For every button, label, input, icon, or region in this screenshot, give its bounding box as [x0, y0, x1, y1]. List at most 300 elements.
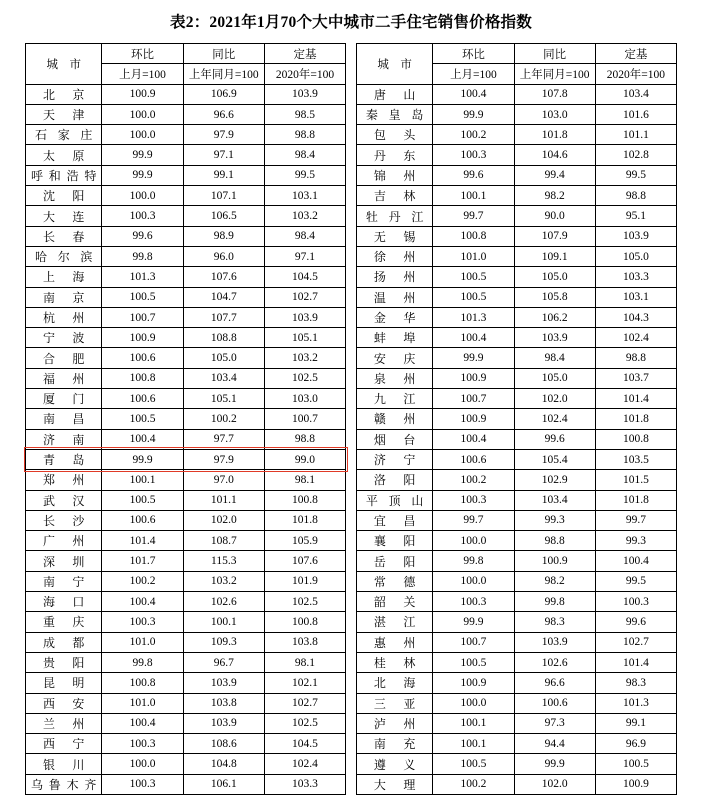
- city-name-cell: 乌 鲁 木 齐: [26, 774, 102, 794]
- table-row: [356, 206, 676, 226]
- city-name-cell: 丹 东: [356, 145, 432, 165]
- city-name-cell: 襄 阳: [356, 531, 432, 551]
- value-yoy-cell: 103.0: [514, 104, 595, 124]
- value-base-cell: 98.1: [264, 470, 345, 490]
- table-row: [26, 571, 346, 591]
- value-mom-cell: 100.3: [102, 774, 183, 794]
- value-yoy-cell: 102.4: [514, 409, 595, 429]
- table-row: [26, 267, 346, 287]
- value-base-cell: 103.7: [595, 368, 676, 388]
- table-row: [356, 246, 676, 266]
- value-mom-cell: 100.9: [433, 409, 514, 429]
- header-group-yoy-left: 同比: [183, 44, 264, 64]
- value-mom-cell: 100.0: [433, 693, 514, 713]
- value-base-cell: 95.1: [595, 206, 676, 226]
- value-mom-cell: 99.6: [433, 165, 514, 185]
- value-base-cell: 102.7: [264, 693, 345, 713]
- city-name-cell: 吉 林: [356, 186, 432, 206]
- table-row: [26, 652, 346, 672]
- value-mom-cell: 101.7: [102, 551, 183, 571]
- value-mom-cell: 99.9: [433, 612, 514, 632]
- value-mom-cell: 101.0: [102, 632, 183, 652]
- city-name-cell: 青 岛: [26, 449, 102, 469]
- value-mom-cell: 99.8: [102, 246, 183, 266]
- value-base-cell: 104.3: [595, 307, 676, 327]
- city-name-cell: 锦 州: [356, 165, 432, 185]
- value-mom-cell: 100.0: [433, 531, 514, 551]
- header-city-left: 城 市: [26, 44, 102, 85]
- value-base-cell: 103.3: [264, 774, 345, 794]
- value-base-cell: 100.5: [595, 754, 676, 774]
- city-name-cell: 南 宁: [26, 571, 102, 591]
- city-name-cell: 银 川: [26, 754, 102, 774]
- value-yoy-cell: 97.9: [183, 449, 264, 469]
- table-row: [26, 612, 346, 632]
- value-yoy-cell: 105.4: [514, 449, 595, 469]
- city-name-cell: 徐 州: [356, 246, 432, 266]
- value-base-cell: 99.3: [595, 531, 676, 551]
- value-base-cell: 99.6: [595, 612, 676, 632]
- city-name-cell: 洛 阳: [356, 470, 432, 490]
- header-sub-mom-left: 上月=100: [102, 64, 183, 84]
- value-base-cell: 101.9: [264, 571, 345, 591]
- value-yoy-cell: 98.2: [514, 186, 595, 206]
- city-name-cell: 扬 州: [356, 267, 432, 287]
- value-mom-cell: 100.7: [433, 632, 514, 652]
- value-mom-cell: 100.9: [102, 328, 183, 348]
- city-name-cell: 重 庆: [26, 612, 102, 632]
- table-row: [26, 145, 346, 165]
- value-base-cell: 105.0: [595, 246, 676, 266]
- city-name-cell: 桂 林: [356, 652, 432, 672]
- city-name-cell: 唐 山: [356, 84, 432, 104]
- value-mom-cell: 101.3: [433, 307, 514, 327]
- table-row: [356, 84, 676, 104]
- value-yoy-cell: 105.0: [514, 368, 595, 388]
- city-name-cell: 三 亚: [356, 693, 432, 713]
- value-yoy-cell: 97.7: [183, 429, 264, 449]
- value-yoy-cell: 107.8: [514, 84, 595, 104]
- value-base-cell: 101.8: [595, 490, 676, 510]
- value-mom-cell: 100.3: [433, 145, 514, 165]
- city-name-cell: 厦 门: [26, 389, 102, 409]
- value-mom-cell: 100.1: [433, 734, 514, 754]
- value-yoy-cell: 103.9: [183, 673, 264, 693]
- city-name-cell: 昆 明: [26, 673, 102, 693]
- value-base-cell: 104.5: [264, 267, 345, 287]
- city-name-cell: 兰 州: [26, 713, 102, 733]
- value-base-cell: 98.1: [264, 652, 345, 672]
- value-mom-cell: 100.5: [102, 287, 183, 307]
- value-mom-cell: 100.8: [102, 368, 183, 388]
- value-base-cell: 101.5: [595, 470, 676, 490]
- table-row: [26, 693, 346, 713]
- city-name-cell: 安 庆: [356, 348, 432, 368]
- table-row: [356, 571, 676, 591]
- header-sub-yoy-left: 上年同月=100: [183, 64, 264, 84]
- city-name-cell: 福 州: [26, 368, 102, 388]
- value-mom-cell: 100.4: [102, 713, 183, 733]
- table-row: [26, 226, 346, 246]
- value-yoy-cell: 108.7: [183, 531, 264, 551]
- value-yoy-cell: 98.9: [183, 226, 264, 246]
- value-yoy-cell: 99.8: [514, 592, 595, 612]
- value-base-cell: 97.1: [264, 246, 345, 266]
- value-yoy-cell: 96.6: [514, 673, 595, 693]
- value-mom-cell: 101.0: [433, 246, 514, 266]
- city-name-cell: 深 圳: [26, 551, 102, 571]
- table-row: [26, 104, 346, 124]
- value-yoy-cell: 99.6: [514, 429, 595, 449]
- table-row: [356, 592, 676, 612]
- table-row: [356, 267, 676, 287]
- table-row: [356, 612, 676, 632]
- table-row: [356, 429, 676, 449]
- value-mom-cell: 100.3: [102, 206, 183, 226]
- value-mom-cell: 99.9: [433, 348, 514, 368]
- header-group-base-left: 定基: [264, 44, 345, 64]
- table-row: [356, 307, 676, 327]
- tables-container: [0, 43, 702, 795]
- value-mom-cell: 100.0: [102, 104, 183, 124]
- value-mom-cell: 100.4: [433, 429, 514, 449]
- city-name-cell: 温 州: [356, 287, 432, 307]
- value-mom-cell: 100.5: [433, 287, 514, 307]
- city-name-cell: 贵 阳: [26, 652, 102, 672]
- table-row: [356, 632, 676, 652]
- value-yoy-cell: 96.7: [183, 652, 264, 672]
- value-yoy-cell: 99.1: [183, 165, 264, 185]
- table-row: [26, 673, 346, 693]
- value-mom-cell: 99.9: [102, 449, 183, 469]
- value-yoy-cell: 99.3: [514, 510, 595, 530]
- value-base-cell: 101.6: [595, 104, 676, 124]
- value-yoy-cell: 102.6: [514, 652, 595, 672]
- table-body-right: [356, 84, 676, 794]
- value-base-cell: 98.8: [595, 348, 676, 368]
- table-row: [356, 368, 676, 388]
- value-base-cell: 103.8: [264, 632, 345, 652]
- table-row: [26, 490, 346, 510]
- header-sub-base-right: 2020年=100: [595, 64, 676, 84]
- value-yoy-cell: 106.2: [514, 307, 595, 327]
- table-row: [356, 531, 676, 551]
- value-mom-cell: 100.3: [102, 612, 183, 632]
- price-index-table-right: [356, 43, 677, 795]
- value-mom-cell: 100.7: [433, 389, 514, 409]
- value-yoy-cell: 104.7: [183, 287, 264, 307]
- value-base-cell: 103.9: [595, 226, 676, 246]
- city-name-cell: 沈 阳: [26, 186, 102, 206]
- city-name-cell: 南 昌: [26, 409, 102, 429]
- header-sub-base-left: 2020年=100: [264, 64, 345, 84]
- table-row: [26, 551, 346, 571]
- value-mom-cell: 100.8: [433, 226, 514, 246]
- value-yoy-cell: 100.1: [183, 612, 264, 632]
- value-yoy-cell: 97.0: [183, 470, 264, 490]
- city-name-cell: 广 州: [26, 531, 102, 551]
- value-yoy-cell: 105.1: [183, 389, 264, 409]
- value-base-cell: 103.5: [595, 449, 676, 469]
- value-yoy-cell: 103.8: [183, 693, 264, 713]
- value-base-cell: 101.1: [595, 125, 676, 145]
- city-name-cell: 蚌 埠: [356, 328, 432, 348]
- value-base-cell: 101.8: [264, 510, 345, 530]
- value-yoy-cell: 96.6: [183, 104, 264, 124]
- city-name-cell: 石 家 庄: [26, 125, 102, 145]
- value-mom-cell: 100.4: [102, 429, 183, 449]
- value-base-cell: 96.9: [595, 734, 676, 754]
- value-yoy-cell: 98.8: [514, 531, 595, 551]
- value-mom-cell: 100.1: [102, 470, 183, 490]
- value-base-cell: 98.3: [595, 673, 676, 693]
- value-base-cell: 99.5: [595, 571, 676, 591]
- city-name-cell: 北 京: [26, 84, 102, 104]
- table-row: [26, 246, 346, 266]
- value-yoy-cell: 103.2: [183, 571, 264, 591]
- value-mom-cell: 100.2: [102, 571, 183, 591]
- table-row: [356, 734, 676, 754]
- value-base-cell: 103.4: [595, 84, 676, 104]
- table-header-right: [356, 44, 676, 85]
- table-row: [356, 693, 676, 713]
- city-name-cell: 烟 台: [356, 429, 432, 449]
- value-mom-cell: 100.0: [102, 125, 183, 145]
- value-yoy-cell: 100.2: [183, 409, 264, 429]
- table-row: [356, 510, 676, 530]
- city-name-cell: 西 宁: [26, 734, 102, 754]
- header-group-mom-left: 环比: [102, 44, 183, 64]
- value-yoy-cell: 105.0: [514, 267, 595, 287]
- table-row: [26, 84, 346, 104]
- value-mom-cell: 101.3: [102, 267, 183, 287]
- table-row: [356, 490, 676, 510]
- table-row: [26, 125, 346, 145]
- value-yoy-cell: 102.0: [514, 774, 595, 794]
- table-row: [26, 348, 346, 368]
- value-base-cell: 98.4: [264, 145, 345, 165]
- value-base-cell: 105.9: [264, 531, 345, 551]
- table-row: [356, 145, 676, 165]
- city-name-cell: 大 理: [356, 774, 432, 794]
- city-name-cell: 九 江: [356, 389, 432, 409]
- value-yoy-cell: 101.1: [183, 490, 264, 510]
- city-name-cell: 包 头: [356, 125, 432, 145]
- table-row: [356, 104, 676, 124]
- value-base-cell: 100.7: [264, 409, 345, 429]
- value-base-cell: 98.8: [595, 186, 676, 206]
- value-base-cell: 103.9: [264, 84, 345, 104]
- table-row: [356, 328, 676, 348]
- value-base-cell: 100.4: [595, 551, 676, 571]
- value-base-cell: 100.9: [595, 774, 676, 794]
- table-row: [356, 652, 676, 672]
- city-name-cell: 遵 义: [356, 754, 432, 774]
- value-yoy-cell: 107.6: [183, 267, 264, 287]
- value-yoy-cell: 108.6: [183, 734, 264, 754]
- table-row: [26, 774, 346, 794]
- table-row: [356, 551, 676, 571]
- value-mom-cell: 100.6: [102, 389, 183, 409]
- table-row: [26, 389, 346, 409]
- value-mom-cell: 100.7: [102, 307, 183, 327]
- value-base-cell: 98.8: [264, 125, 345, 145]
- value-yoy-cell: 109.1: [514, 246, 595, 266]
- value-base-cell: 103.0: [264, 389, 345, 409]
- value-yoy-cell: 97.9: [183, 125, 264, 145]
- table-row: [26, 206, 346, 226]
- value-base-cell: 102.1: [264, 673, 345, 693]
- city-name-cell: 宜 昌: [356, 510, 432, 530]
- table-row: [26, 754, 346, 774]
- value-mom-cell: 100.4: [433, 328, 514, 348]
- city-name-cell: 济 宁: [356, 449, 432, 469]
- value-yoy-cell: 105.0: [183, 348, 264, 368]
- table-row: [356, 774, 676, 794]
- value-yoy-cell: 103.4: [514, 490, 595, 510]
- value-mom-cell: 100.5: [433, 652, 514, 672]
- header-sub-mom-right: 上月=100: [433, 64, 514, 84]
- header-group-base-right: 定基: [595, 44, 676, 64]
- table-row: [356, 348, 676, 368]
- value-yoy-cell: 100.6: [514, 693, 595, 713]
- table-header-left: [26, 44, 346, 85]
- value-yoy-cell: 103.9: [514, 328, 595, 348]
- value-mom-cell: 101.0: [102, 693, 183, 713]
- city-name-cell: 呼 和 浩 特: [26, 165, 102, 185]
- city-name-cell: 湛 江: [356, 612, 432, 632]
- value-base-cell: 103.1: [595, 287, 676, 307]
- value-mom-cell: 100.8: [102, 673, 183, 693]
- table-row: [26, 632, 346, 652]
- value-yoy-cell: 105.8: [514, 287, 595, 307]
- city-name-cell: 赣 州: [356, 409, 432, 429]
- value-base-cell: 102.4: [264, 754, 345, 774]
- city-name-cell: 韶 关: [356, 592, 432, 612]
- value-mom-cell: 99.8: [433, 551, 514, 571]
- table-row: [26, 186, 346, 206]
- header-group-yoy-right: 同比: [514, 44, 595, 64]
- value-yoy-cell: 100.9: [514, 551, 595, 571]
- city-name-cell: 泸 州: [356, 713, 432, 733]
- value-yoy-cell: 98.4: [514, 348, 595, 368]
- value-mom-cell: 100.2: [433, 774, 514, 794]
- value-mom-cell: 100.5: [102, 490, 183, 510]
- table-row: [356, 389, 676, 409]
- value-mom-cell: 100.6: [433, 449, 514, 469]
- city-name-cell: 北 海: [356, 673, 432, 693]
- table-row: [26, 470, 346, 490]
- value-base-cell: 103.2: [264, 206, 345, 226]
- value-mom-cell: 99.7: [433, 510, 514, 530]
- value-mom-cell: 99.8: [102, 652, 183, 672]
- value-yoy-cell: 90.0: [514, 206, 595, 226]
- value-mom-cell: 100.1: [433, 186, 514, 206]
- value-mom-cell: 99.9: [433, 104, 514, 124]
- value-yoy-cell: 108.8: [183, 328, 264, 348]
- value-yoy-cell: 107.7: [183, 307, 264, 327]
- city-name-cell: 岳 阳: [356, 551, 432, 571]
- value-yoy-cell: 102.6: [183, 592, 264, 612]
- value-base-cell: 101.8: [595, 409, 676, 429]
- table-row: [26, 449, 346, 469]
- value-base-cell: 98.4: [264, 226, 345, 246]
- header-city-right: 城 市: [356, 44, 432, 85]
- city-name-cell: 郑 州: [26, 470, 102, 490]
- city-name-cell: 泉 州: [356, 368, 432, 388]
- value-mom-cell: 100.0: [433, 571, 514, 591]
- value-mom-cell: 100.5: [102, 409, 183, 429]
- value-mom-cell: 100.5: [433, 754, 514, 774]
- value-yoy-cell: 98.2: [514, 571, 595, 591]
- page-title: 表2：2021年1月70个大中城市二手住宅销售价格指数: [170, 14, 532, 31]
- value-base-cell: 103.2: [264, 348, 345, 368]
- value-base-cell: 98.8: [264, 429, 345, 449]
- table-row: [356, 754, 676, 774]
- value-mom-cell: 100.3: [433, 592, 514, 612]
- value-mom-cell: 100.3: [433, 490, 514, 510]
- city-name-cell: 常 德: [356, 571, 432, 591]
- value-yoy-cell: 102.0: [514, 389, 595, 409]
- value-yoy-cell: 101.8: [514, 125, 595, 145]
- value-base-cell: 99.1: [595, 713, 676, 733]
- city-name-cell: 宁 波: [26, 328, 102, 348]
- value-mom-cell: 100.9: [433, 673, 514, 693]
- value-mom-cell: 100.6: [102, 510, 183, 530]
- value-mom-cell: 100.9: [433, 368, 514, 388]
- value-mom-cell: 99.7: [433, 206, 514, 226]
- table-row: [356, 226, 676, 246]
- table-row: [26, 287, 346, 307]
- city-name-cell: 成 都: [26, 632, 102, 652]
- table-row: [26, 713, 346, 733]
- table-row: [356, 470, 676, 490]
- table-row: [26, 165, 346, 185]
- city-name-cell: 金 华: [356, 307, 432, 327]
- value-yoy-cell: 99.9: [514, 754, 595, 774]
- value-yoy-cell: 102.0: [183, 510, 264, 530]
- value-base-cell: 102.8: [595, 145, 676, 165]
- city-name-cell: 无 锡: [356, 226, 432, 246]
- value-yoy-cell: 99.4: [514, 165, 595, 185]
- value-mom-cell: 99.9: [102, 145, 183, 165]
- table-row: [356, 125, 676, 145]
- value-yoy-cell: 106.9: [183, 84, 264, 104]
- city-name-cell: 武 汉: [26, 490, 102, 510]
- value-yoy-cell: 102.9: [514, 470, 595, 490]
- value-base-cell: 103.1: [264, 186, 345, 206]
- value-base-cell: 101.4: [595, 389, 676, 409]
- value-mom-cell: 100.6: [102, 348, 183, 368]
- value-yoy-cell: 96.0: [183, 246, 264, 266]
- value-yoy-cell: 98.3: [514, 612, 595, 632]
- value-base-cell: 102.4: [595, 328, 676, 348]
- value-mom-cell: 100.1: [433, 713, 514, 733]
- table-row: [26, 592, 346, 612]
- table-body-left: [26, 84, 346, 794]
- value-yoy-cell: 104.6: [514, 145, 595, 165]
- value-yoy-cell: 103.9: [514, 632, 595, 652]
- value-mom-cell: 100.0: [102, 186, 183, 206]
- table-row: [26, 368, 346, 388]
- value-mom-cell: 99.9: [102, 165, 183, 185]
- table-row: [26, 531, 346, 551]
- value-mom-cell: 100.0: [102, 754, 183, 774]
- city-name-cell: 秦 皇 岛: [356, 104, 432, 124]
- value-base-cell: 99.0: [264, 449, 345, 469]
- value-mom-cell: 100.9: [102, 84, 183, 104]
- city-name-cell: 牡 丹 江: [356, 206, 432, 226]
